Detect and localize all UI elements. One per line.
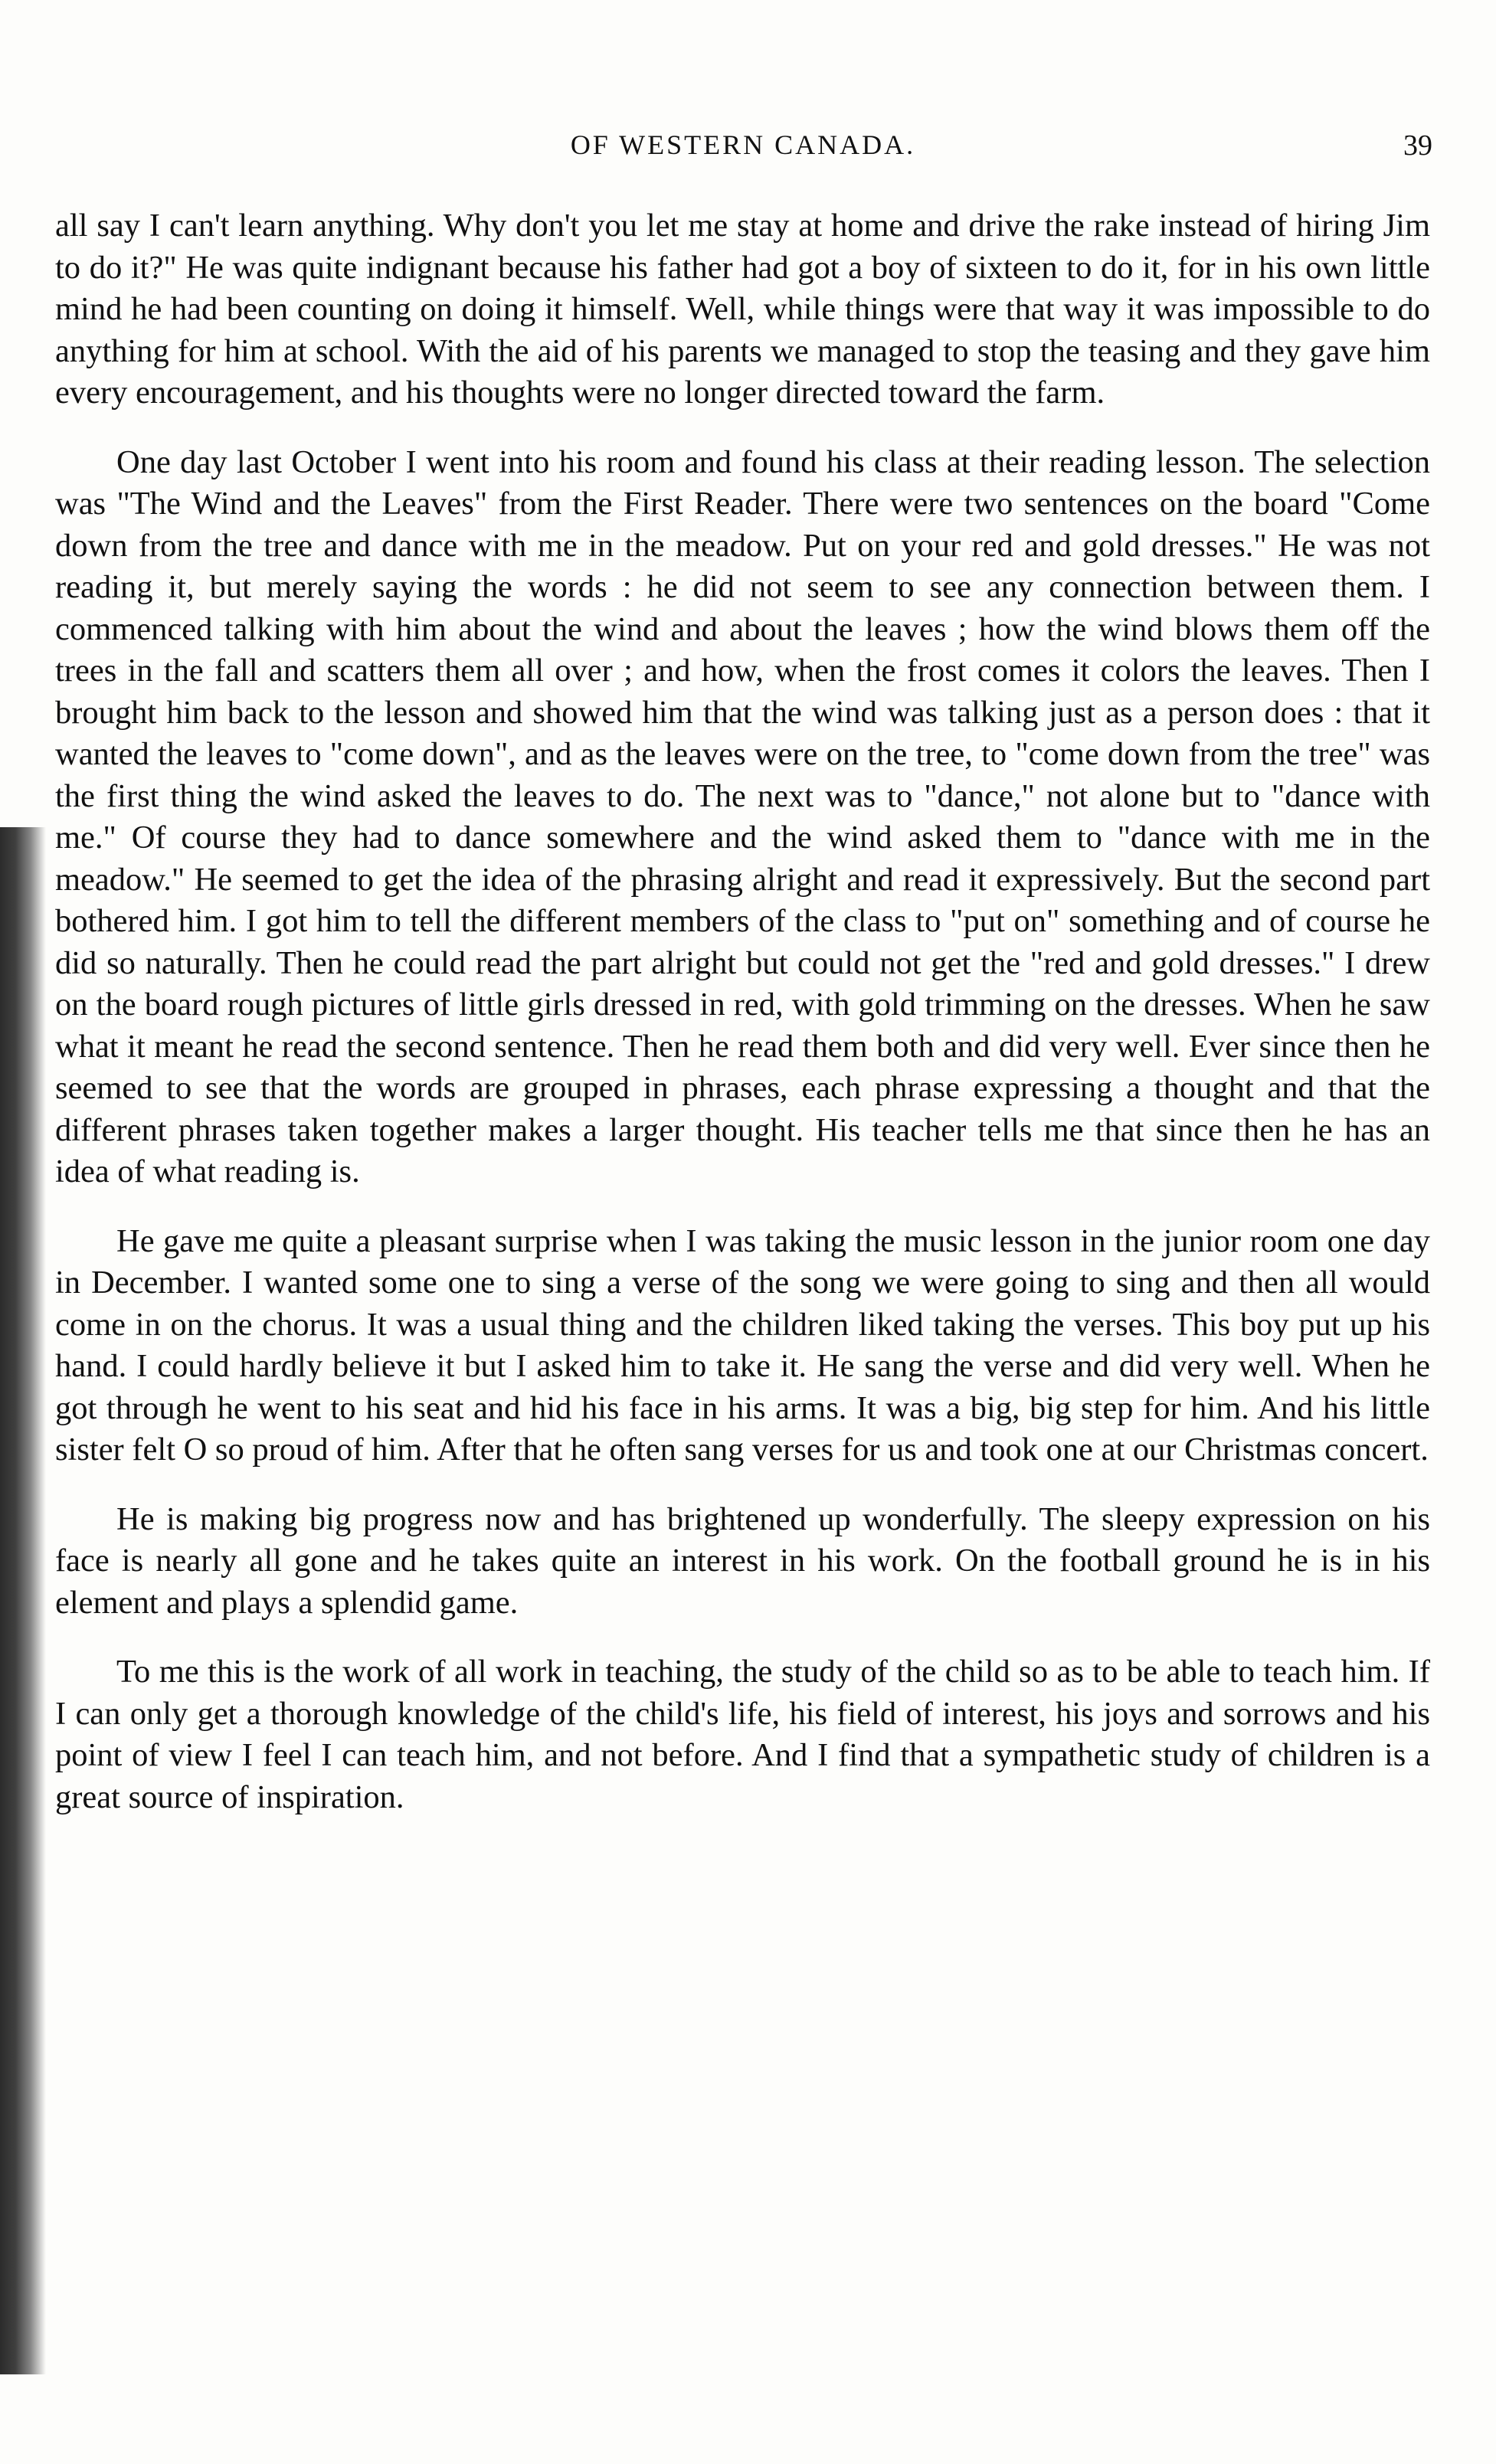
body-text: [55, 205, 1430, 1846]
scan-binding-shadow: [0, 827, 46, 2374]
paragraph: He gave me quite a pleasant surprise when I was taking the music lesson in the junior room one day in December. I wanted some one to sing a verse of the song we were going to sing and then all would come in on the chorus. It was a usual thing and the children liked taking the verses. This boy put up his hand. I could hardly believe it but I asked him to take it. He sang the verse and did very well. When he got through he went to his seat and hid his face in his arms. It was a big, big step for him. And his little sister felt O so proud of him. After that he often sang verses for us and took one at our Christmas concert.: [55, 1222, 1430, 1468]
paragraph: One day last October I went into his room and found his class at their reading lesson. The selection was "The Wind and the Leaves" from the First Reader. There were two sentences on the board "Come down from the tree and dance with me in the meadow. Put on your red and gold dresses." He was not reading it, but merely saying the words : he did not seem to see any connection between them. I commenced talking with him about the wind and about the leaves ; how the wind blows them off the trees in the fall and scatters them all over ; and how, when the frost comes it colors the leaves. Then I brought him back to the lesson and showed him that the wind was talking just as a person does : that it wanted the leaves to "come down", and as the leaves were on the tree, to "come down from the tree" was the first thing the wind asked the leaves to do. The next was to "dance," not alone but to "dance with me." Of course they had to dance somewhere and the wind asked them to "dance with me in the meadow." He seemed to get the idea of the phrasing alright and read it expressively. But the second part bothered him. I got him to tell the different members of the class to "put on" something and of course he did so naturally. Then he could read the part alright but could not get the "red and gold dresses." I drew on the board rough pictures of little girls dressed in red, with gold trimming on the dresses. When he saw what it meant he read the second sentence. Then he read them both and did very well. Ever since then he seemed to see that the words are grouped in phrases, each phrase expressing a thought and that the different phrases taken together makes a larger thought. His teacher tells me that since then he has an idea of what reading is.: [55, 443, 1430, 1189]
page-header: [54, 129, 1432, 167]
paragraph: all say I can't learn anything. Why don't you let me stay at home and drive the rake instead of hiring Jim to do it?" He was quite indignant because his father had got a boy of sixteen to do it, for in his own little mind he had been counting on doing it himself. Well, while things were that way it was impossible to do anything for him at school. With the aid of his parents we managed to stop the teasing and they gave him every encouragement, and his thoughts were no longer directed toward the farm.: [55, 208, 1430, 411]
page-number: 39: [1403, 129, 1432, 162]
paragraph: To me this is the work of all work in teaching, the study of the child so as to be able to teach him. If I can only get a thorough knowledge of the child's life, his field of interest, his joys and sorrows and his point of view I feel I can teach him, and not before. And I find that a sympathetic study of children is a great source of inspiration.: [55, 1654, 1430, 1815]
running-head: OF WESTERN CANADA.: [570, 129, 916, 160]
paragraph: He is making big progress now and has brightened up wonderfully. The sleepy expression on his face is nearly all gone and he takes quite an interest in his work. On the football ground he is in his element and plays a splendid game.: [55, 1500, 1430, 1621]
